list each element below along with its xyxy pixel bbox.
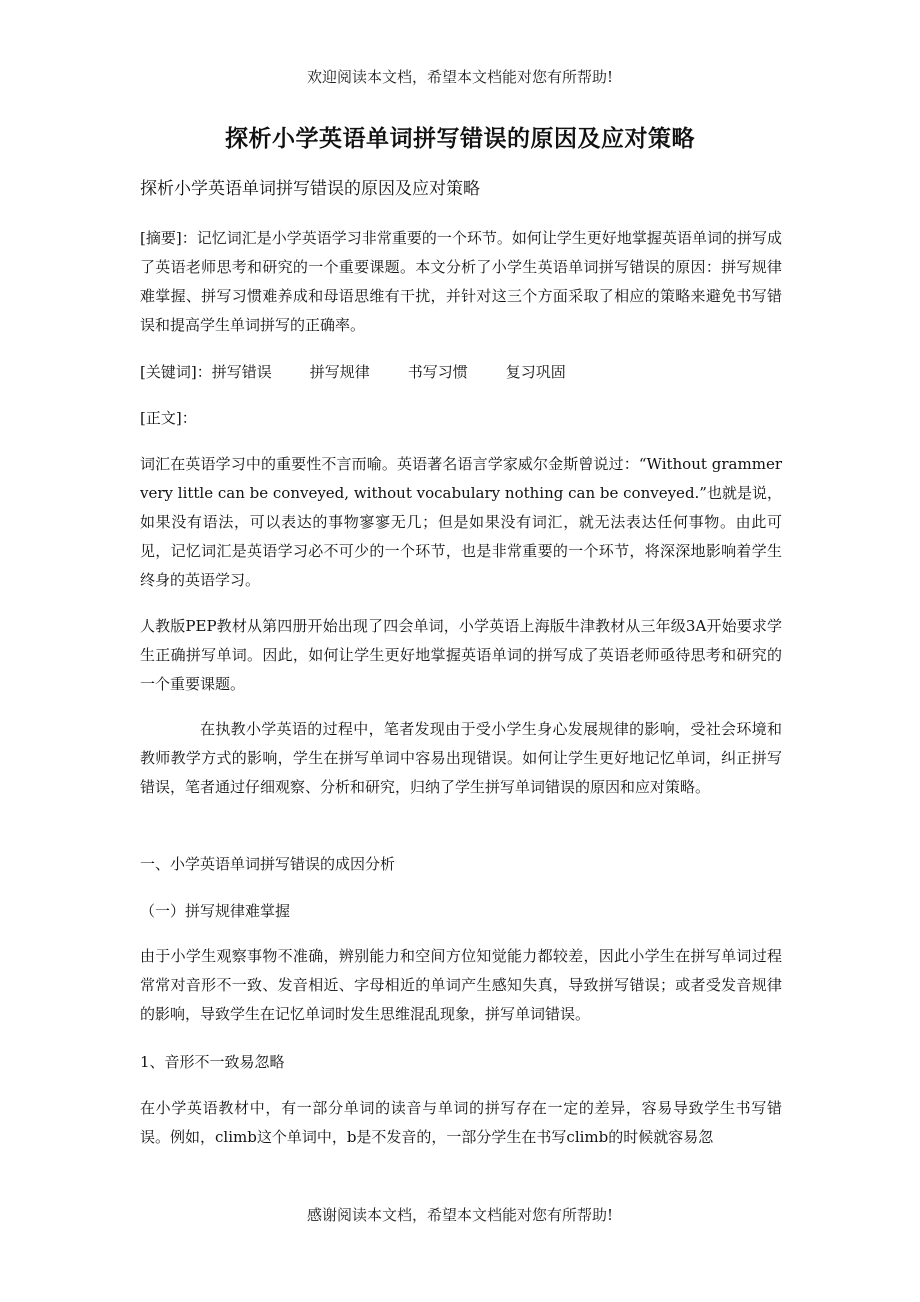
keyword-item: 书写习惯 bbox=[407, 363, 468, 381]
section-heading: 一、小学英语单词拼写错误的成因分析 bbox=[140, 855, 396, 873]
header-note: 欢迎阅读本文档，希望本文档能对您有所帮助! bbox=[306, 68, 614, 86]
body-paragraph: 词汇在英语学习中的重要性不言而喻。英语著名语言学家威尔金斯曾说过：“Without grammer very little can be conveyed, without vocabulary nothing can be conveyed.”也就是说，如果没有语法，可以表达的事物寥寥无几；但是如果没有词汇，就无法表达任何事物。由此可见，记忆词汇是英语学习必不可少的一个环节，也是非常重要的一个环节，将深深地影响着学生终身的英语学习。 bbox=[140, 455, 782, 589]
keyword-item: 拼写规律 bbox=[309, 363, 370, 381]
body-paragraph: 在执教小学英语的过程中，笔者发现由于受小学生身心发展规律的影响，受社会环境和教师教学方式的影响，学生在拼写单词中容易出现错误。如何让学生更好地记忆单词，纠正拼写错误，笔者通过仔细观察、分析和研究，归纳了学生拼写单词错误的原因和应对策略。 bbox=[140, 720, 782, 796]
body-paragraph: 人教版PEP教材从第四册开始出现了四会单词，小学英语上海版牛津教材从三年级3A开始要求学生正确拼写单词。因此，如何让学生更好地掌握英语单词的拼写成了英语老师亟待思考和研究的一个重要课题。 bbox=[140, 617, 782, 693]
body-paragraph: 在小学英语教材中，有一部分单词的读音与单词的拼写存在一定的差异，容易导致学生书写错误。例如，climb这个单词中，b是不发音的，一部分学生在书写climb的时候就容易忽 bbox=[140, 1099, 782, 1146]
abstract-paragraph: [摘要]：记忆词汇是小学英语学习非常重要的一个环节。如何让学生更好地掌握英语单词的拼写成了英语老师思考和研究的一个重要课题。本文分析了小学生英语单词拼写错误的原因：拼写规律难掌握、拼写习惯难养成和母语思维有干扰，并针对这三个方面采取了相应的策略来避免书写错误和提高学生单词拼写的正确率。 bbox=[140, 229, 782, 334]
keywords-line bbox=[140, 358, 782, 387]
subsection-heading: （一）拼写规律难掌握 bbox=[140, 902, 291, 920]
footer-note: 感谢阅读本文档，希望本文档能对您有所帮助! bbox=[306, 1206, 614, 1224]
keyword-item: 拼写错误 bbox=[211, 363, 272, 381]
subsubsection-heading: 1、音形不一致易忽略 bbox=[140, 1053, 285, 1071]
document-title: 探析小学英语单词拼写错误的原因及应对策略 bbox=[225, 125, 695, 152]
body-paragraph: 由于小学生观察事物不准确，辨别能力和空间方位知觉能力都较差，因此小学生在拼写单词过程常常对音形不一致、发音相近、字母相近的单词产生感知失真，导致拼写错误；或者受发音规律的影响，导致学生在记忆单词时发生思维混乱现象，拼写单词错误。 bbox=[140, 947, 782, 1023]
keywords-label: [关键词]： bbox=[140, 363, 212, 381]
body-label: [正文]： bbox=[140, 409, 197, 427]
document-subtitle: 探析小学英语单词拼写错误的原因及应对策略 bbox=[140, 179, 480, 199]
keyword-item: 复习巩固 bbox=[505, 363, 566, 381]
